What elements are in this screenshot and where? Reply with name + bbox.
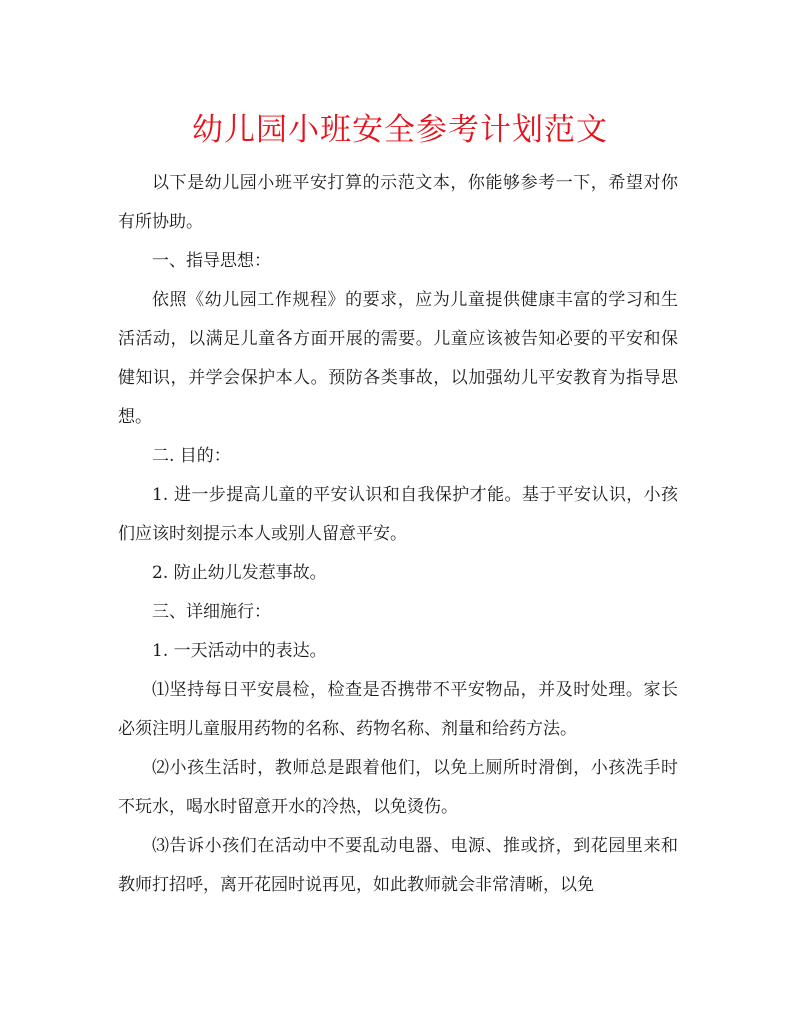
paragraph-intro: 以下是幼儿园小班平安打算的示范文本，你能够参考一下，希望对你有所协助。	[118, 173, 678, 232]
paragraph-item-1: ⑴坚持每日平安晨检，检查是否携带不平安物品，并及时处理。家长必须注明儿童服用药物的名称、药物名称、剂量和给药方法。	[118, 680, 678, 739]
section-heading-purpose: 二. 目的：	[152, 446, 231, 466]
paragraph-item-3: ⑶告诉小孩们在活动中不要乱动电器、电源、推或挤，到花园里来和教师打招呼，离开花园时说再见，如此教师就会非常清晰，以免	[118, 836, 678, 895]
document-body	[118, 164, 678, 905]
section-heading-guiding-thought: 一、指导思想：	[152, 251, 271, 271]
paragraph-item-2: ⑵小孩生活时，教师总是跟着他们，以免上厕所时滑倒，小孩洗手时不玩水，喝水时留意开水的冷热，以免烫伤。	[118, 758, 678, 817]
paragraph-purpose-2: 2. 防止幼儿发惹事故。	[152, 563, 327, 583]
paragraph-implementation-1: 1. 一天活动中的表达。	[152, 641, 327, 661]
paragraph-guiding-thought: 依照《幼儿园工作规程》的要求，应为儿童提供健康丰富的学习和生活活动，以满足儿童各方面开展的需要。儿童应该被告知必要的平安和保健知识，并学会保护本人。预防各类事故，以加强幼儿平安教育为指导思想。	[118, 290, 678, 427]
document-title: 幼儿园小班安全参考计划范文	[192, 112, 608, 148]
section-heading-implementation: 三、详细施行：	[152, 602, 271, 622]
paragraph-purpose-1: 1. 进一步提高儿童的平安认识和自我保护才能。基于平安认识，小孩们应该时刻提示本人或别人留意平安。	[118, 485, 678, 544]
